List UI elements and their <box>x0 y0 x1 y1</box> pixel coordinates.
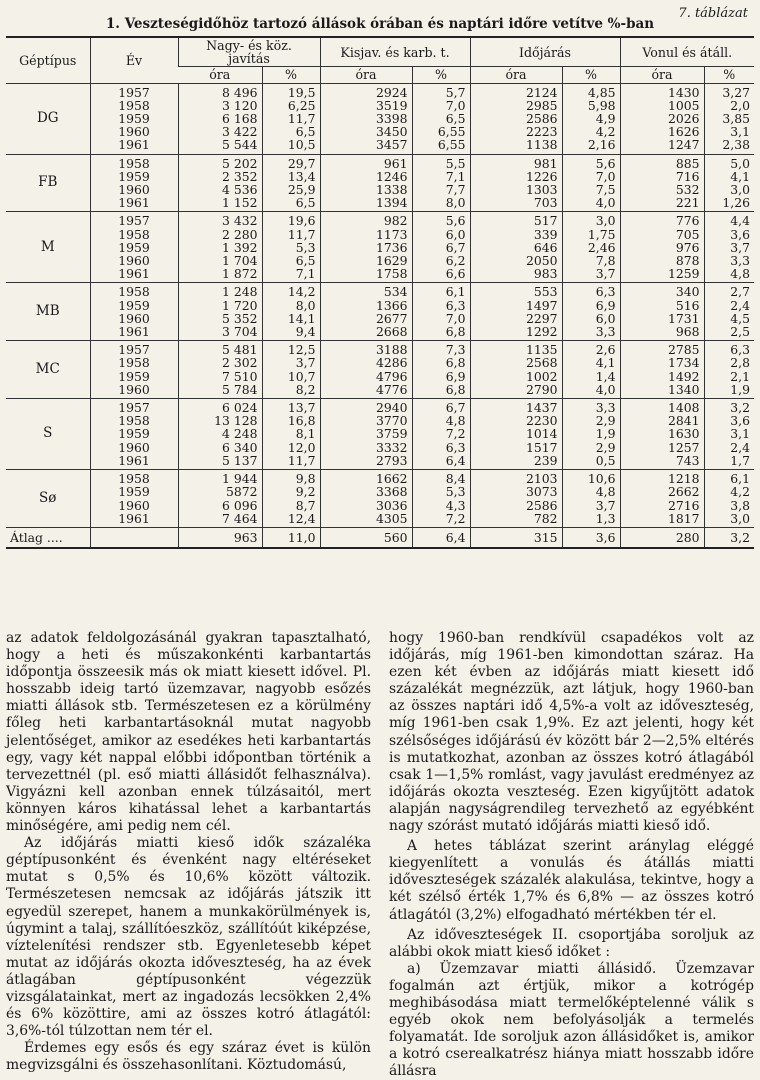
paragraph: A hetes táblázat szerint aránylag eléggé kiegyenlített a vonulás és átállás miatti időveszteségek százalék alakulása, tekintve, hogy a két szélső érték 1,7% és 6,8% — az összes kotró átlagától (3,2%) elfogadható mértékben tér el. <box>389 838 754 923</box>
subheader-ora: óra <box>620 67 704 83</box>
value-cell: 6,7 4,8 7,2 6,3 6,4 <box>412 399 470 470</box>
year-cell: 1958 1959 1960 1961 <box>90 154 178 212</box>
value-cell: 5,0 4,1 3,0 1,26 <box>704 154 754 212</box>
header-idojaras: Időjárás <box>470 37 620 67</box>
table-row <box>6 399 754 470</box>
subheader-ora: óra <box>320 67 412 83</box>
table-row <box>6 283 754 341</box>
average-cell: 11,0 <box>262 527 320 548</box>
value-cell: 1408 2841 1630 1257 743 <box>620 399 704 470</box>
value-cell: 2,6 4,1 1,4 4,0 <box>562 341 620 399</box>
value-cell: 19,6 11,7 5,3 6,5 7,1 <box>262 212 320 283</box>
paragraph: Az időjárás miatti kieső idők százaléka géptípusonként és évenként nagy eltéréseket mutat s 0,5% és 10,6% között változik. Természetesen nemcsak az időjárás játszik itt egyedül szerepet, hanem a munkakörülmények is, úgymint a talaj, szállítóeszköz, szállítóút kiképzése, víztelenítési rendszer stb. Egyenletesebb képet mutat az időjárás okozta időveszteség, ha az évek átlagában géptípusonként végezzük vizsgálatainkat, mert az ingadozás lecsökken 2,4% és 6% közöttire, ami az összes kotró átlagától: 3,6%-tól túlzottan nem tér el. <box>6 835 371 1040</box>
subheader-pct: % <box>262 67 320 83</box>
header-geptipus: Géptípus <box>6 37 90 83</box>
value-cell: 9,8 9,2 8,7 12,4 <box>262 470 320 528</box>
value-cell: 10,6 4,8 3,7 1,3 <box>562 470 620 528</box>
value-cell: 1430 1005 2026 1626 1247 <box>620 83 704 154</box>
table-row <box>6 470 754 528</box>
value-cell: 3188 4286 4796 4776 <box>320 341 412 399</box>
value-cell: 2924 3519 3398 3450 3457 <box>320 83 412 154</box>
machine-type-cell: MB <box>6 283 90 341</box>
paragraph: az adatok feldolgozásánál gyakran tapasztalható, hogy a heti és műszakonkénti karbantartás időpontja összeesik más ok miatt kiesett idővel. Pl. hosszabb ideig tartó üzemzavar, nagyobb esőzés miatti állások stb. Természetesen ez a körülmény főleg heti karbantartásoknál mutat nagyobb jelentőséget, amikor az esedékes heti karbantartás egy, vagy két nappal előbbi időpontban történik a tervezettnél (pl. eső miatti állásidőt felhasználva). Vigyázni kell azonban ennek túlzásaitól, mert könnyen káros kihatással lehet a karbantartás minőségére, ami pedig nem cél. <box>6 630 371 835</box>
machine-type-cell: Sø <box>6 470 90 528</box>
left-column <box>6 630 371 1080</box>
value-cell: 5,7 7,0 6,5 6,55 6,55 <box>412 83 470 154</box>
average-cell: 315 <box>470 527 562 548</box>
average-cell: 6,4 <box>412 527 470 548</box>
year-cell: 1957 1958 1959 1960 1961 <box>90 212 178 283</box>
value-cell: 7,3 6,8 6,9 6,8 <box>412 341 470 399</box>
subheader-ora: óra <box>178 67 262 83</box>
value-cell: 340 516 1731 968 <box>620 283 704 341</box>
value-cell: 1218 2662 2716 1817 <box>620 470 704 528</box>
value-cell: 14,2 8,0 14,1 9,4 <box>262 283 320 341</box>
year-cell: 1957 1958 1959 1960 1961 <box>90 399 178 470</box>
value-cell: 29,7 13,4 25,9 6,5 <box>262 154 320 212</box>
machine-type-cell: M <box>6 212 90 283</box>
right-column <box>389 630 754 1080</box>
average-label: Átlag .... <box>6 527 90 548</box>
value-cell: 517 339 646 2050 983 <box>470 212 562 283</box>
value-cell: 5 202 2 352 4 536 1 152 <box>178 154 262 212</box>
value-cell: 2785 1734 1492 1340 <box>620 341 704 399</box>
value-cell: 3 432 2 280 1 392 1 704 1 872 <box>178 212 262 283</box>
year-cell: 1958 1959 1960 1961 <box>90 283 178 341</box>
machine-type-cell: S <box>6 399 90 470</box>
value-cell: 2,7 2,4 4,5 2,5 <box>704 283 754 341</box>
subheader-pct: % <box>562 67 620 83</box>
value-cell: 6,1 4,2 3,8 3,0 <box>704 470 754 528</box>
value-cell: 5,6 7,0 7,5 4,0 <box>562 154 620 212</box>
value-cell: 534 1366 2677 2668 <box>320 283 412 341</box>
average-cell: 963 <box>178 527 262 548</box>
value-cell: 5,6 6,0 6,7 6,2 6,6 <box>412 212 470 283</box>
table-row <box>6 83 754 154</box>
average-cell: 280 <box>620 527 704 548</box>
value-cell: 3,2 3,6 3,1 2,4 1,7 <box>704 399 754 470</box>
value-cell: 1135 2568 1002 2790 <box>470 341 562 399</box>
machine-type-cell: FB <box>6 154 90 212</box>
machine-type-cell: DG <box>6 83 90 154</box>
value-cell: 2124 2985 2586 2223 1138 <box>470 83 562 154</box>
value-cell: 6 024 13 128 4 248 6 340 5 137 <box>178 399 262 470</box>
table-number-label: 7. táblázat <box>678 6 748 21</box>
value-cell: 1 944 5872 6 096 7 464 <box>178 470 262 528</box>
value-cell: 5,5 7,1 7,7 8,0 <box>412 154 470 212</box>
value-cell: 6,3 6,9 6,0 3,3 <box>562 283 620 341</box>
value-cell: 2103 3073 2586 782 <box>470 470 562 528</box>
loss-time-table <box>6 36 754 549</box>
value-cell: 8,4 5,3 4,3 7,2 <box>412 470 470 528</box>
value-cell: 776 705 976 878 1259 <box>620 212 704 283</box>
value-cell: 8 496 3 120 6 168 3 422 5 544 <box>178 83 262 154</box>
year-cell: 1957 1958 1959 1960 1961 <box>90 83 178 154</box>
value-cell: 6,3 2,8 2,1 1,9 <box>704 341 754 399</box>
header-nagy-javitas: Nagy- és köz. javítás <box>178 37 320 67</box>
body-text <box>6 630 754 1080</box>
subheader-pct: % <box>704 67 754 83</box>
year-cell: 1958 1959 1960 1961 <box>90 470 178 528</box>
paragraph: hogy 1960-ban rendkívül csapadékos volt az időjárás, míg 1961-ben kimondottan száraz. Ha ezen két évben az időjárás miatt kiesett idő százalékát megnézzük, azt látjuk, hogy 1960-ban az összes naptári idő 4,5%-a volt az időveszteség, míg 1961-ben csak 1,9%. Ez azt jelenti, hogy két szélsőséges időjárású év között bár 2—2,5% eltérés is mutatkozhat, azonban az összes kotró átlagából csak 1—1,5% romlást, vagy javulást eredményez az időjárás okozta veszteség. Ezen kigyűjtött adatok alapján nagyságrendileg tervezhető az egyébként nagy szórást mutató időjárás miatti kieső idő. <box>389 630 754 835</box>
machine-type-cell: MC <box>6 341 90 399</box>
year-cell: 1957 1958 1959 1960 <box>90 341 178 399</box>
paragraph: Érdemes egy esős és egy száraz évet is külön megvizsgálni és összehasonlítani. Köztudomású, <box>6 1040 371 1074</box>
table-title: 1. Veszteségidőhöz tartozó állások órában és naptári időre vetítve %-ban <box>105 16 655 32</box>
value-cell: 553 1497 2297 1292 <box>470 283 562 341</box>
value-cell: 19,5 6,25 11,7 6,5 10,5 <box>262 83 320 154</box>
header-ev: Év <box>90 37 178 83</box>
value-cell: 3,27 2,0 3,85 3,1 2,38 <box>704 83 754 154</box>
value-cell: 4,85 5,98 4,9 4,2 2,16 <box>562 83 620 154</box>
average-row <box>6 527 754 548</box>
header-vonul: Vonul és átáll. <box>620 37 754 67</box>
average-cell: 3,6 <box>562 527 620 548</box>
value-cell: 4,4 3,6 3,7 3,3 4,8 <box>704 212 754 283</box>
value-cell: 6,1 6,3 7,0 6,8 <box>412 283 470 341</box>
value-cell: 961 1246 1338 1394 <box>320 154 412 212</box>
value-cell: 5 481 2 302 7 510 5 784 <box>178 341 262 399</box>
paragraph: Az időveszteségek II. csoportjába soroljuk az alábbi okok miatt kieső időket : <box>389 926 754 960</box>
subheader-ora: óra <box>470 67 562 83</box>
value-cell: 1662 3368 3036 4305 <box>320 470 412 528</box>
table-row <box>6 154 754 212</box>
value-cell: 981 1226 1303 703 <box>470 154 562 212</box>
value-cell: 12,5 3,7 10,7 8,2 <box>262 341 320 399</box>
subheader-pct: % <box>412 67 470 83</box>
value-cell: 2940 3770 3759 3332 2793 <box>320 399 412 470</box>
average-cell: 560 <box>320 527 412 548</box>
value-cell: 3,0 1,75 2,46 7,8 3,7 <box>562 212 620 283</box>
average-cell: 3,2 <box>704 527 754 548</box>
paragraph: a) Üzemzavar miatti állásidő. Üzemzavar fogalmán azt értjük, mikor a kotrógép meghibásodása miatt termelőképtelenné válik s egyéb okok nem befolyásolják a termelés folyamatát. Ide soroljuk azon állásidőket is, amikor a kotró cserealkatrész hiánya miatt hosszabb időre állásra <box>389 960 754 1080</box>
header-kisjavitas: Kisjav. és karb. t. <box>320 37 470 67</box>
value-cell: 1 248 1 720 5 352 3 704 <box>178 283 262 341</box>
table-row <box>6 212 754 283</box>
value-cell: 13,7 16,8 8,1 12,0 11,7 <box>262 399 320 470</box>
value-cell: 1437 2230 1014 1517 239 <box>470 399 562 470</box>
value-cell: 982 1173 1736 1629 1758 <box>320 212 412 283</box>
value-cell: 3,3 2,9 1,9 2,9 0,5 <box>562 399 620 470</box>
table-row <box>6 341 754 399</box>
value-cell: 885 716 532 221 <box>620 154 704 212</box>
